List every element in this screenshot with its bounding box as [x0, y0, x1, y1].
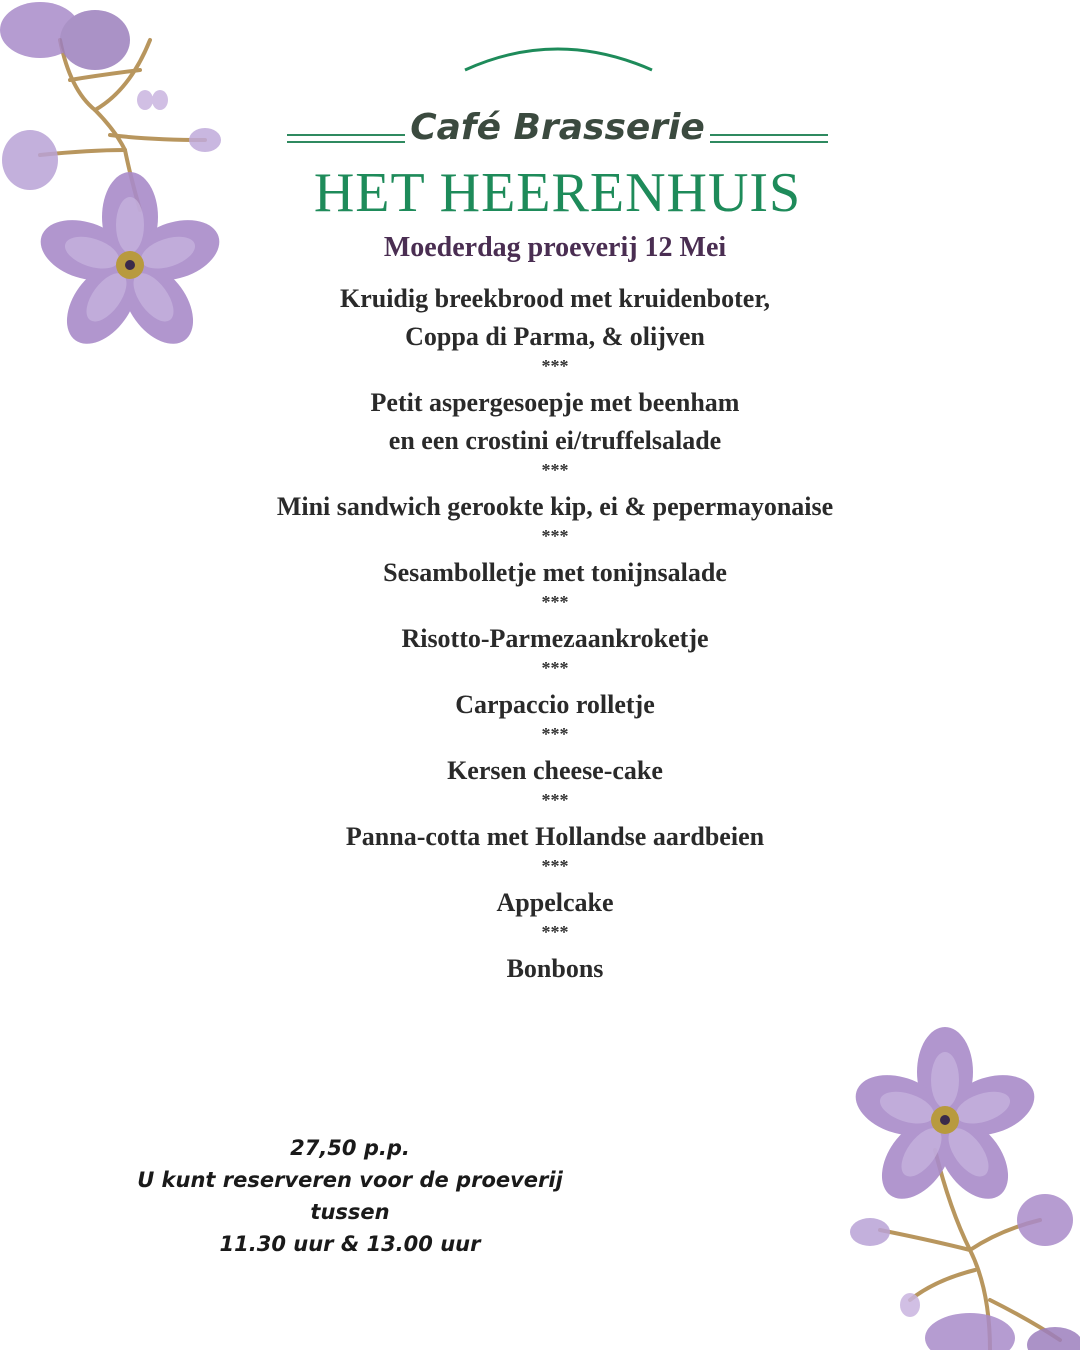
course-separator: *** [541, 526, 569, 546]
course-separator: *** [541, 790, 569, 810]
flower-bottom-right-icon [840, 1020, 1080, 1350]
course-separator: *** [541, 922, 569, 942]
reservation-line-1: U kunt reserveren voor de proeverij tussen [137, 1168, 563, 1224]
logo-subtitle: Café Brasserie [410, 107, 705, 148]
menu-course: Kruidig breekbrood met kruidenboter, [339, 284, 770, 313]
course-separator: *** [541, 658, 569, 678]
menu-course: Sesambolletje met tonijnsalade [383, 558, 727, 587]
menu-course: Bonbons [506, 954, 604, 983]
price-info [100, 1132, 600, 1260]
menu-course: Mini sandwich gerookte kip, ei & pepermayonaise [276, 492, 834, 521]
menu-title: Moederdag proeverij 12 Mei [383, 232, 727, 263]
course-separator: *** [541, 592, 569, 612]
menu-course: Panna-cotta met Hollandse aardbeien [345, 822, 765, 851]
reservation-line-2: 11.30 uur & 13.00 uur [219, 1232, 481, 1256]
menu-list [0, 280, 1080, 988]
menu-course: Petit aspergesoepje met beenham [370, 388, 740, 417]
logo-rule-right [710, 134, 828, 144]
menu-course: Risotto-Parmezaankroketje [401, 624, 709, 653]
course-separator: *** [541, 856, 569, 876]
price-text: 27,50 p.p. [290, 1136, 410, 1160]
menu-course: Carpaccio rolletje [455, 690, 655, 719]
brand-logo [280, 40, 835, 224]
course-separator: *** [541, 460, 569, 480]
logo-name: HET HEERENHUIS [313, 162, 802, 224]
menu-course: Coppa di Parma, & olijven [405, 322, 705, 351]
menu-course: Appelcake [496, 888, 614, 917]
menu-course: Kersen cheese-cake [447, 756, 663, 785]
course-separator: *** [541, 356, 569, 376]
course-separator: *** [541, 724, 569, 744]
logo-arc-icon [280, 40, 835, 80]
menu-course: en een crostini ei/truffelsalade [388, 426, 722, 455]
